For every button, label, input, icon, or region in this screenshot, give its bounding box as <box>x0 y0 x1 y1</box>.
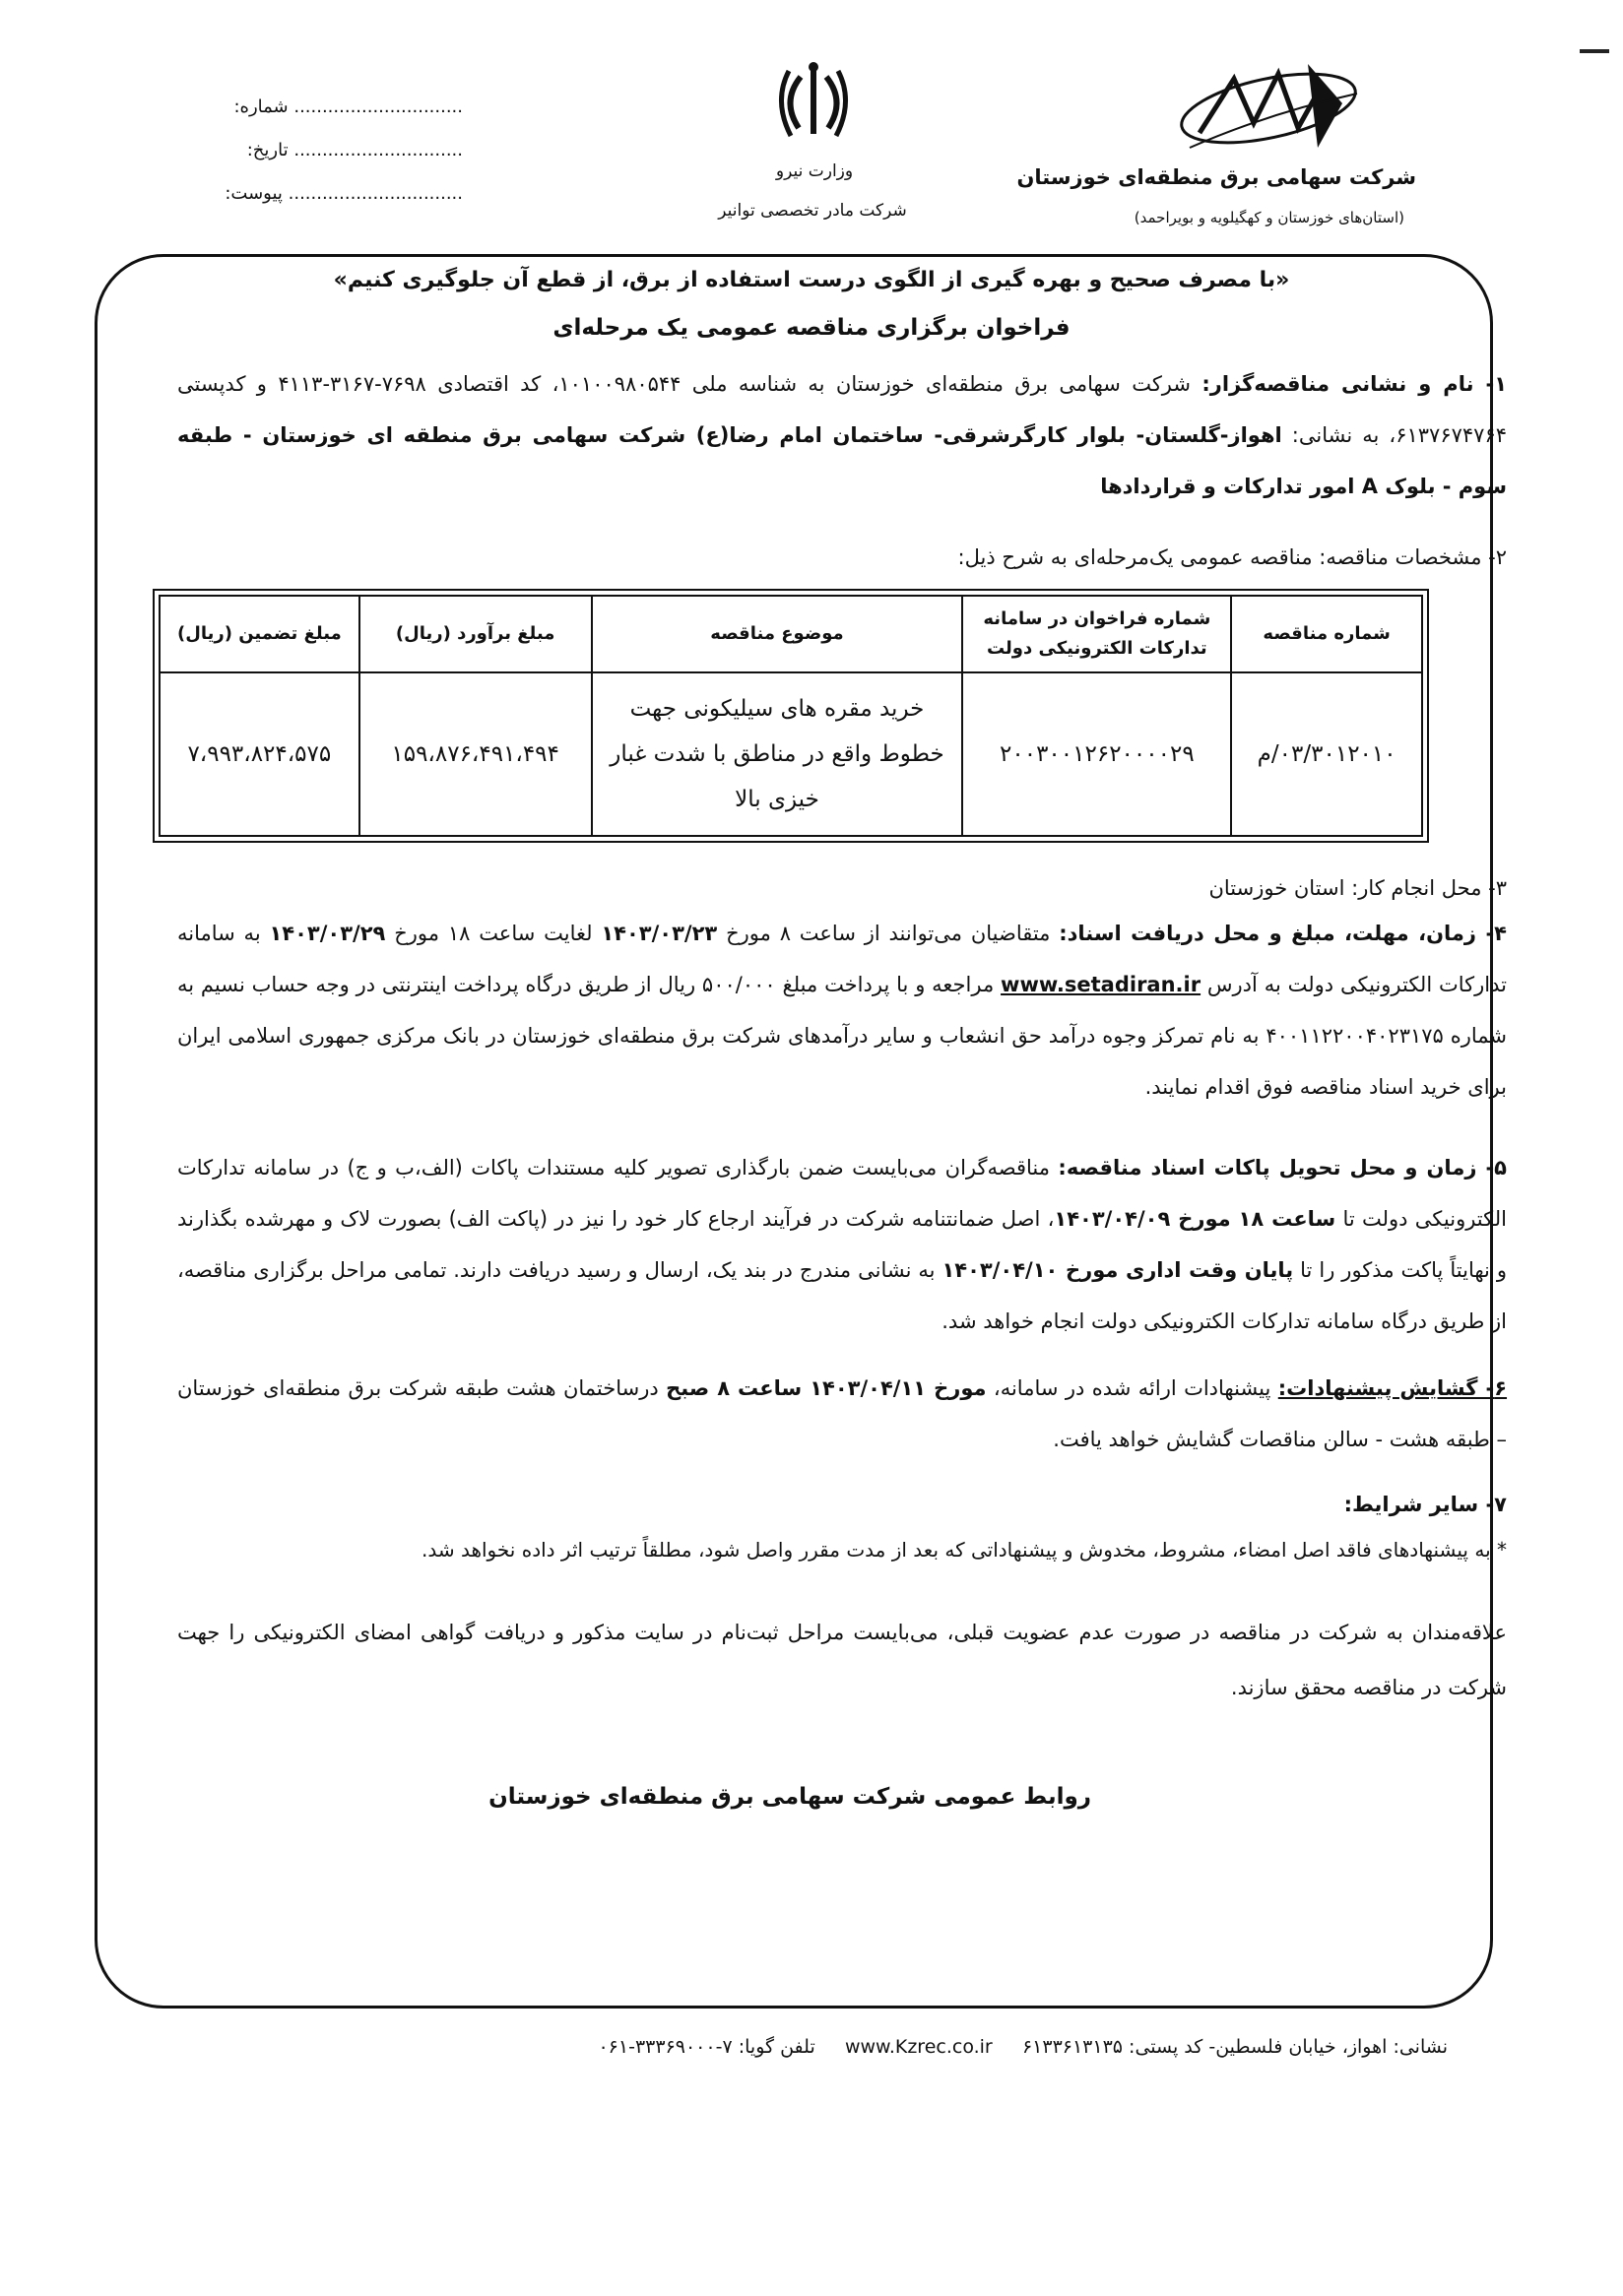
document-title: فراخوان برگزاری مناقصه عمومی یک مرحله‌ای <box>552 315 1071 341</box>
th-estimate: مبلغ برآورد (ریال) <box>359 596 592 672</box>
company-name: شرکت سهامی برق منطقه‌ای خوزستان <box>1016 165 1416 189</box>
cell-estimate: ۱۵۹،۸۷۶،۴۹۱،۴۹۴ <box>359 672 592 836</box>
section-6 <box>177 1363 1507 1465</box>
company-logo <box>1160 54 1387 162</box>
cell-subject: خرید مقره های سیلیکونی جهت خطوط واقع در مناطق با شدت غبار خیزی بالا <box>592 672 963 836</box>
section-7-item: * به پیشنهادهای فاقد اصل امضاء، مشروط، مخدوش و پیشنهاداتی که بعد از مدت مقرر واصل شود، مطلقاً ترتیب اثر داده نخواهد شد. <box>421 1538 1507 1562</box>
section-4 <box>177 908 1507 1113</box>
cell-call-no: ۲۰۰۳۰۰۱۲۶۲۰۰۰۰۲۹ <box>962 672 1231 836</box>
section-4-label: ۴- زمان، مهلت، مبلغ و محل دریافت اسناد: <box>1059 922 1507 945</box>
section-5-text-1: مناقصه‌گران می‌بایست ضمن بارگذاری تصویر کلیه مستندات پاکات (الف،ب و ج) در سامانه تدارکات الکترونیکی دولت تا <box>177 1156 1507 1231</box>
section-6-opening-date: مورخ ۱۴۰۳/۰۴/۱۱ ساعت ۸ صبح <box>666 1376 987 1400</box>
registration-notice: علاقه‌مندان به شرکت در مناقصه در صورت عدم عضویت قبلی، می‌بایست مراحل ثبت‌نام در سایت مذکور و دریافت گواهی امضای الکترونیکی را جهت شرکت در مناقصه محقق سازند. <box>177 1621 1507 1699</box>
meta-date: :تاریخ .............................. <box>246 140 463 160</box>
table-header-row <box>160 596 1422 672</box>
section-5-text-3: به نشانی مندرج در بند یک، ارسال و رسید دریافت دارند. تمامی مراحل برگزاری مناقصه، از طریق درگاه سامانه تدارکات الکترونیکی دولت انجام خواهد شد. <box>177 1258 1507 1333</box>
meta-attachment: :پیوست ............................... <box>225 183 463 204</box>
cell-guarantee: ۷،۹۹۳،۸۲۴،۵۷۵ <box>160 672 359 836</box>
section-4-start-date: ۱۴۰۳/۰۳/۲۳ <box>601 922 718 945</box>
section-4-text-3: به سامانه تدارکات الکترونیکی دولت به آدرس <box>177 922 1507 996</box>
section-6-text-1: پیشنهادات ارائه شده در سامانه، <box>986 1376 1278 1400</box>
section-5-upload-deadline: ساعت ۱۸ مورخ ۱۴۰۳/۰۴/۰۹ <box>1054 1207 1336 1231</box>
section-5 <box>177 1142 1507 1347</box>
section-4-end-date: ۱۴۰۳/۰۳/۲۹ <box>269 922 386 945</box>
section-1-text: شرکت سهامی برق منطقه‌ای خوزستان به شناسه ملی ۱۰۱۰۰۹۸۰۵۴۴، کد اقتصادی ۷۶۹۸-۳۱۶۷-۴۱۱۳ و کدپستی ۶۱۳۷۶۷۴۷۶۴، به نشانی: <box>177 372 1507 447</box>
tender-table <box>153 589 1429 843</box>
section-5-label: ۵- زمان و محل تحویل پاکات اسناد مناقصه: <box>1058 1156 1507 1180</box>
section-1-label: ۱- نام و نشانی مناقصه‌گزار: <box>1201 372 1508 396</box>
section-4-text-4: مراجعه و با پرداخت مبلغ ۵۰۰/۰۰۰ ریال از طریق درگاه پرداخت اینترنتی در وجه حساب نسیم به شماره ۴۰۰۱۱۲۲۰۰۴۰۲۳۱۷۵ به نام تمرکز وجوه درآمد حق انشعاب و سایر درآمدهای شرکت برق منطقه‌ای خوزستان در بانک مرکزی جمهوری اسلامی ایران برای خرید اسناد مناقصه فوق اقدام نمایند. <box>177 973 1507 1099</box>
company-subtitle: (استان‌های خوزستان و کهگیلویه و بویراحمد) <box>1134 209 1404 226</box>
footer <box>167 2036 1448 2058</box>
section-4-text-1: متقاضیان می‌توانند از ساعت ۸ مورخ <box>717 922 1060 945</box>
section-4-text-2: لغایت ساعت ۱۸ مورخ <box>385 922 602 945</box>
table-row <box>160 672 1422 836</box>
section-7-title: ۷- سایر شرایط: <box>1343 1493 1507 1516</box>
th-tender-no: شماره مناقصه <box>1231 596 1422 672</box>
section-1-address: اهواز-گلستان- بلوار کارگرشرقی- ساختمان امام رضا(ع) شرکت سهامی برق منطقه ای خوزستان - طبقه سوم - بلوک A امور تدارکات و قراردادها <box>177 423 1507 498</box>
section-6-label: ۶- گشایش پیشنهادات: <box>1277 1376 1508 1400</box>
footer-website[interactable]: www.Kzrec.co.ir <box>844 2036 993 2058</box>
section-5-text-2: ، اصل ضمانتنامه شرکت در فرآیند ارجاع کار خود را نیز در (پاکت الف) بصورت لاک و مهرشده بگذارند و نهایتاً پاکت مذکور را تا <box>177 1207 1507 1282</box>
section-6-text-2: درساختمان هشت طبقه شرکت برق منطقه‌ای خوزستان – طبقه هشت - سالن مناقصات گشایش خواهد یافت. <box>177 1376 1507 1451</box>
section-2: ۲- مشخصات مناقصه: مناقصه عمومی یک‌مرحله‌ای به شرح ذیل: <box>957 545 1507 569</box>
th-subject: موضوع مناقصه <box>592 596 963 672</box>
footer-phone: تلفن گویا: ۷-۳۳۳۶۹۰۰۰-۰۶۱ <box>598 2036 815 2058</box>
slogan: «با مصرف صحیح و بهره گیری از الگوی درست استفاده از برق، از قطع آن جلوگیری کنیم» <box>333 268 1290 292</box>
th-call-no: شماره فراخوان در سامانه تدارکات الکترونیکی دولت <box>962 596 1231 672</box>
content-frame <box>95 254 1493 2009</box>
section-7-label <box>177 1479 1507 1530</box>
section-3: ۳- محل انجام کار: استان خوزستان <box>1208 876 1507 900</box>
meta-number: :شماره .............................. <box>233 96 463 117</box>
scan-mark <box>1580 49 1609 53</box>
iran-emblem-icon <box>771 57 856 146</box>
footer-address: نشانی: اهواز، خیابان فلسطین- کد پستی: ۶۱۳۳۶۱۳۱۳۵ <box>1021 2036 1448 2058</box>
section-5-delivery-deadline: پایان وقت اداری مورخ ۱۴۰۳/۰۴/۱۰ <box>941 1258 1294 1282</box>
section-1 <box>177 358 1507 512</box>
public-relations-signature: روابط عمومی شرکت سهامی برق منطقه‌ای خوزستان <box>488 1784 1091 1810</box>
setadiran-link[interactable]: www.setadiran.ir <box>1001 973 1201 996</box>
ministry-label: وزارت نیرو <box>775 161 854 181</box>
th-guarantee: مبلغ تضمین (ریال) <box>160 596 359 672</box>
cell-tender-no: ۰۳/۳۰۱۲۰۱۰/م <box>1231 672 1422 836</box>
tavanir-label: شرکت مادر تخصصی توانیر <box>718 201 907 221</box>
